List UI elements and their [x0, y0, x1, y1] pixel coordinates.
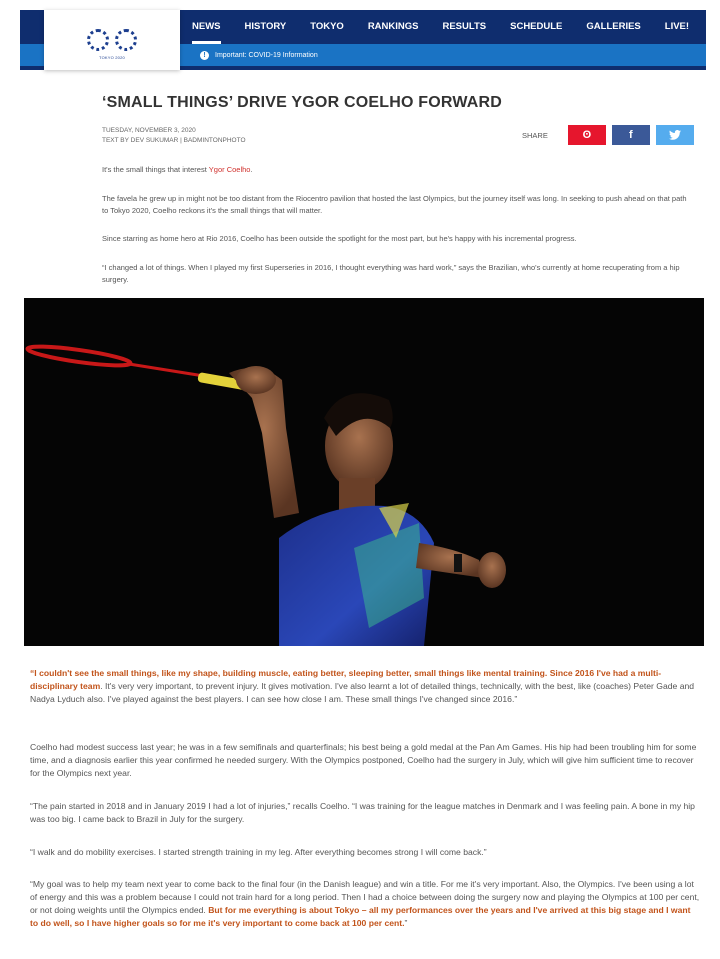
paragraph-4: “I changed a lot of things. When I played my first Superseries in 2016, I thought everything was hard work,” says the Brazilian, who's currently at home recuperating from a hip surgery. — [102, 263, 680, 284]
notice-bar[interactable] — [170, 44, 706, 66]
player-link[interactable]: Ygor Coelho — [208, 165, 251, 174]
nav-item-galleries[interactable]: GALLERIES — [586, 21, 641, 32]
paragraph-8-text: “My goal was to help my team next year to come back to the final four (in the Danish league) and win a title. For me it's very important. Also, the Olympics. I've been using a lot of energy and this was a problem because I could not train hard for a long period. Then I had a choice between doing the surgery now and playing the Olympics at 100 per cent, or not doing weights until the Olympics ended. — [30, 879, 700, 915]
nav-item-tokyo[interactable]: TOKYO — [310, 21, 344, 32]
intro-text: It's the small things that interest — [102, 165, 209, 174]
paragraph-8-end: ” — [404, 918, 408, 928]
paragraph-8-highlight: But for me everything is about Tokyo – all my performances over the years and I've arrived at this big stage and I want to do well, so I have higher goals so for me it's very important to come back at 100 per cent. — [30, 905, 691, 928]
nav-item-live[interactable]: LIVE! — [664, 21, 690, 32]
weibo-icon: ʘ — [582, 129, 592, 141]
nav-item-rankings[interactable]: RANKINGS — [367, 21, 419, 32]
olympic-emblem-icon — [87, 29, 109, 51]
nav-item-history[interactable]: HISTORY — [244, 21, 287, 32]
paragraph-6: “The pain started in 2018 and in January 2019 I had a lot of injuries,” recalls Coelho. “I was training for the league matches in Denmark and I was feeling pain. A bone in my hip was too big. I came back to Brazil in July for the surgery. — [30, 801, 695, 824]
player-illustration — [24, 298, 704, 646]
logo-text: TOKYO 2020 — [99, 55, 125, 60]
nav-item-results[interactable]: RESULTS — [442, 21, 487, 32]
nav-item-schedule[interactable]: SCHEDULE — [510, 21, 563, 32]
quote-1-highlight: “I couldn't see the small things, like my shape, building muscle, eating better, sleeping better, small things like mental training. Since 2016 I've had a multi-disciplinary team — [30, 668, 662, 691]
facebook-icon: f — [629, 129, 633, 141]
quote-paragraph-1 — [30, 667, 700, 706]
paragraph-8 — [30, 878, 700, 930]
paragraph-3: Since starring as home hero at Rio 2016, Coelho has been outside the spotlight for the most part, but he's happy with his incremental progress. — [102, 234, 577, 243]
paragraph-5: Coelho had modest success last year; he was in a few semifinals and quarterfinals; his best being a gold medal at the Pan Am Games. His hip had been troubling him for some time, and a diagnosis earlier this year confirmed he needed surgery. With the Olympics postponed, Coelho had the surgery in July, which will give him sufficient time to recover for the Olympics next year. — [30, 742, 697, 778]
article-title: ‘SMALL THINGS’ DRIVE YGOR COELHO FORWARD — [102, 94, 503, 111]
intro-end: . — [250, 165, 253, 174]
share-label: SHARE — [522, 130, 548, 140]
covid-notice-link[interactable]: Important: COVID-19 Information — [215, 51, 318, 59]
info-icon: ! — [200, 51, 209, 60]
paragraph-intro — [102, 164, 690, 176]
nav-item-news[interactable]: NEWS — [192, 10, 221, 44]
twitter-share-button[interactable] — [656, 125, 694, 145]
article-meta — [102, 126, 246, 146]
main-nav — [170, 10, 706, 44]
article-photo — [24, 298, 704, 646]
weibo-share-button[interactable] — [568, 125, 606, 145]
tokyo-2020-logo[interactable] — [44, 10, 180, 70]
paralympic-emblem-icon — [115, 29, 137, 51]
article-byline: TEXT BY DEV SUKUMAR | BADMINTONPHOTO — [102, 137, 246, 144]
article-date: TUESDAY, NOVEMBER 3, 2020 — [102, 127, 196, 134]
twitter-icon — [669, 130, 681, 140]
paragraph-7: “I walk and do mobility exercises. I started strength training in my leg. After everything becomes strong I will come back.” — [30, 847, 487, 857]
share-bar — [522, 125, 694, 145]
facebook-share-button[interactable] — [612, 125, 650, 145]
quote-1-text: . It's very very important, to prevent injury. It gives motivation. I've also learnt a lot of detailed things, technically, with the best, like (coaches) Peter Gade and Nadya Lyduch also. I've played against the best players. I can see how close I am. These small things I've changed since 2016.” — [30, 681, 695, 704]
paragraph-2: The favela he grew up in might not be too distant from the Riocentro pavilion that hosted the last Olympics, but the journey itself was long. In seeking to push ahead on that path to Tokyo 2020, Coelho reckons it's the small things that will matter. — [102, 194, 687, 215]
